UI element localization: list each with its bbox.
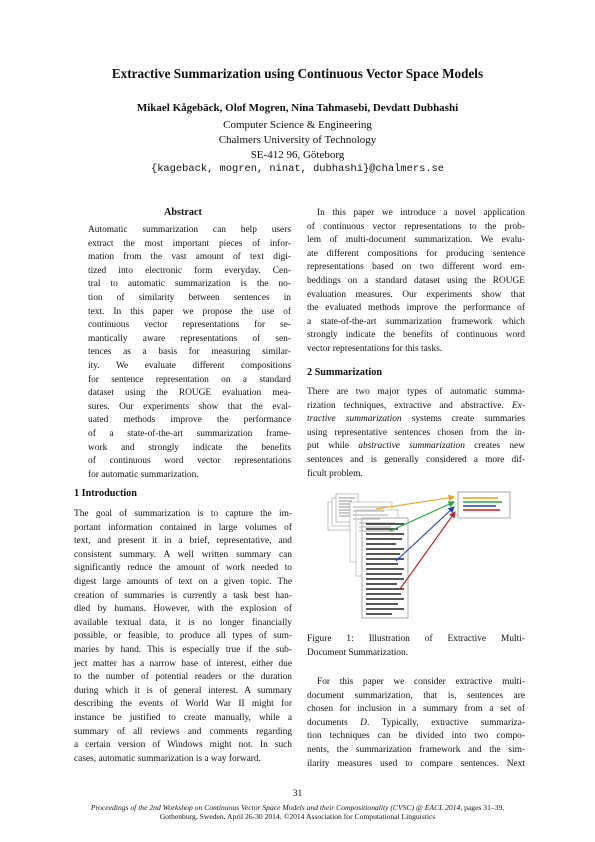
text-line: mation from the vast amount of text digi- [88, 252, 291, 263]
text-line: tences as a basis for measuring similar- [88, 347, 291, 358]
text-line: sures. Our experiments show that the eval- [88, 401, 291, 412]
text-line: the evaluated methods improve the performance of [307, 303, 525, 314]
page-number: 31 [292, 789, 303, 799]
text-line: a state-of-the-art summarization framework which [307, 316, 525, 327]
text-line: ate different compositions for producing sentence [307, 248, 525, 259]
text-line: There are two major types of automatic summa- [307, 387, 525, 397]
text-line: evaluation measures. Our experiments show that [307, 289, 525, 300]
text-line: to the number of potential readers or the duration [74, 672, 292, 683]
text-line: put while abstractive summarization creates new [307, 441, 525, 452]
text-line: consistent summary. A well written summary can [74, 549, 292, 560]
text-line: dled by humans. However, with the explosion of [74, 604, 292, 615]
text-line: strongly indicate the benefits of continuous word [307, 330, 525, 341]
caption-line: Figure 1: Illustration of Extractive Multi- [307, 634, 525, 644]
text-line: mantically aware representations of sen- [88, 333, 291, 344]
author-emails: {kageback, mogren, ninat, dubhashi}@chalmers.se [150, 163, 445, 175]
text-line: The goal of summarization is to capture the im- [74, 509, 292, 519]
text-line: Automatic summarization can help users [88, 225, 291, 235]
text-line: a certain version of Windows might not. In such [74, 740, 292, 751]
text-line: representations based on two different word em- [307, 262, 525, 273]
text-line: ilarity measures used to compare sentences. Next [307, 758, 525, 769]
section-heading-introduction: 1 Introduction [74, 488, 137, 499]
caption-line: Document Summarization. [307, 647, 409, 658]
text-line: digest large amounts of text on a given topic. The [74, 576, 292, 587]
abstract-body [88, 224, 291, 482]
text-line: lem of multi-document summarization. We evalu- [307, 235, 525, 246]
text-line: tion techniques can be divided into two compo- [307, 731, 525, 742]
intro-continuation [307, 207, 525, 357]
text-line: instance be justified to create manually, while a [74, 712, 292, 723]
paper-authors: Mikael Kågebäck, Olof Mogren, Nina Tahmasebi, Devdatt Dubhashi [136, 102, 459, 114]
text-line: uated methods improve the performance [88, 415, 291, 426]
text-line: document summarization, that is, sentences are [307, 690, 525, 701]
text-line: ficult problem. [307, 468, 363, 479]
text-line: for sentence representation on a standard [88, 374, 291, 385]
text-line: vector representations for this tasks. [307, 343, 443, 354]
text-line: continuous vector representations for se- [88, 320, 291, 331]
abstract-heading: Abstract [164, 207, 202, 218]
text-line: possible, or feasible, to produce all types of sum- [74, 631, 292, 642]
text-line: ject matter has a narrow base of interest, either due [74, 658, 292, 669]
paper-title: Extractive Summarization using Continuous Vector Space Models [111, 66, 484, 81]
extractive-paragraph [307, 676, 525, 771]
text-line: sentences and is generally considered a more dif- [307, 454, 525, 465]
page-footer [0, 803, 595, 822]
text-line: tized into electronic form everyday. Cen- [88, 265, 291, 276]
document-stack [350, 502, 408, 618]
summarization-body [307, 386, 525, 481]
text-line: documents D. Typically, extractive summariza- [307, 717, 525, 728]
text-line: work and strongly indicate the benefits [88, 442, 291, 453]
figure-caption [307, 633, 525, 660]
text-line: describing the events of World War II might for [74, 699, 292, 710]
affiliation-university: Chalmers University of Technology [218, 134, 377, 146]
text-line: For this paper we consider extractive multi- [317, 677, 525, 687]
text-line: chosen for inclusion in a summary from a set of [307, 704, 525, 715]
text-line: tral to automatic summarization is the no- [88, 279, 291, 290]
text-line: tion of similarity between sentences in [88, 292, 291, 303]
introduction-body [74, 508, 292, 766]
summary-document [458, 492, 510, 518]
footer-line: Proceedings of the 2nd Workshop on Continuous Vector Space Models and their Compositionality (CVSC) @ EACL 2014, pages 31–39, [90, 803, 505, 812]
text-line: for automatic summarization. [88, 469, 199, 480]
affiliation-dept: Computer Science & Engineering [223, 119, 372, 131]
section-heading-summarization: 2 Summarization [307, 367, 382, 378]
text-line: during which it is of general interest. A summary [74, 685, 292, 696]
text-line: maries by hand. This is especially true if the sub- [74, 644, 292, 655]
text-line: cases, automatic summarization is a way forward. [74, 753, 261, 764]
text-line: available textual data, it is no longer financially [74, 617, 292, 628]
text-line: portant information contained in large volumes of [74, 522, 292, 533]
text-line: beddings on a standard dataset using the ROUGE [307, 275, 525, 286]
text-line: text. In this paper we propose the use of [88, 306, 291, 317]
figure-illustration [318, 488, 518, 620]
footer-line: Gothenburg, Sweden, April 26-30 2014. ©2014 Association for Computational Linguistics [159, 812, 436, 822]
text-line: In this paper we introduce a novel application [317, 208, 525, 218]
text-line: creation of summaries is currently a task best han- [74, 590, 292, 601]
text-line: text, and present it in a brief, representative, and [74, 536, 292, 547]
text-line: of continuous word vector representations [88, 456, 291, 467]
text-line: of a state-of-the-art summarization frame- [88, 428, 291, 439]
text-line: nents, the summarization framework and the sim- [307, 744, 525, 755]
text-line: dataset using the ROUGE evaluation mea- [88, 388, 291, 399]
text-line: extract the most important pieces of infor- [88, 238, 291, 249]
text-line: rization techniques, extractive and abstractive. Ex- [307, 400, 525, 411]
text-line: using representative sentences chosen from the in- [307, 427, 525, 438]
text-line: ity. We evaluate different compositions [88, 360, 291, 371]
text-line: tractive summarization systems create summaries [307, 414, 525, 425]
text-line: of continuous vector representations to the prob- [307, 221, 525, 232]
text-line: summary of all reviews and comments regarding [74, 726, 292, 737]
text-line: significantly reduce the amount of work needed to [74, 563, 292, 574]
affiliation-address: SE-412 96, Göteborg [250, 149, 345, 161]
